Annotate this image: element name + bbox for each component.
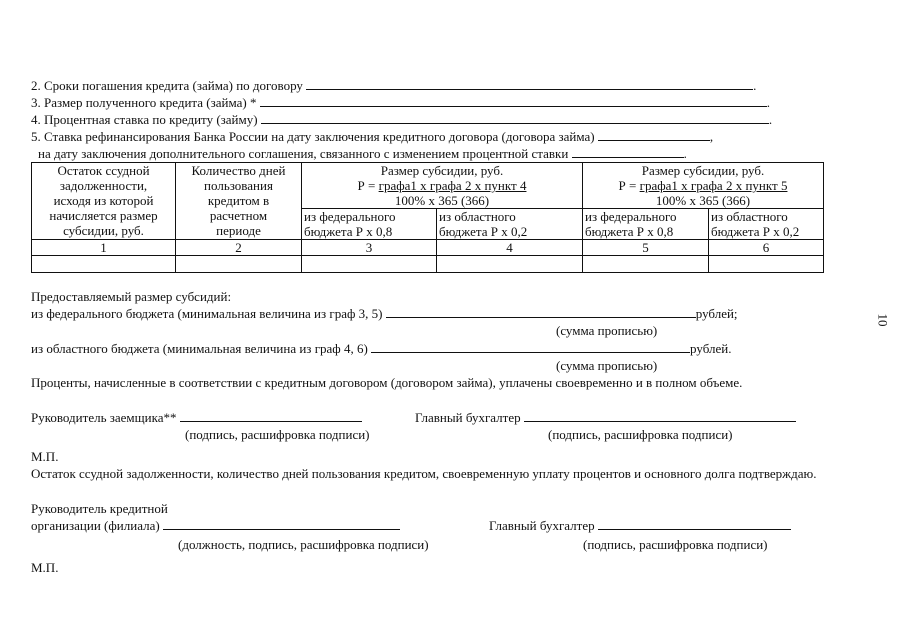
header-col-2-line: Количество дней bbox=[191, 163, 286, 178]
subheader-col-4-line: бюджета Р х 0,2 bbox=[439, 224, 528, 239]
item-4 bbox=[31, 112, 772, 127]
bank-accountant-caption: (подпись, расшифровка подписи) bbox=[583, 537, 768, 552]
column-number: 1 bbox=[32, 240, 176, 256]
regional-amount-caption: (сумма прописью) bbox=[556, 358, 658, 373]
table-cell[interactable] bbox=[709, 256, 824, 273]
column-number: 2 bbox=[176, 240, 302, 256]
table-empty-row bbox=[32, 256, 824, 273]
table-cell[interactable] bbox=[176, 256, 302, 273]
item-5-line-2-blank bbox=[572, 146, 684, 158]
group-1-formula bbox=[304, 178, 580, 193]
header-col-1 bbox=[32, 163, 176, 240]
item-2-label: 2. Сроки погашения кредита (займа) по договору bbox=[31, 78, 303, 93]
item-5-blank bbox=[598, 129, 710, 141]
item-5-line-1 bbox=[31, 129, 713, 144]
bank-accountant-line bbox=[489, 518, 791, 533]
interest-note: Проценты, начисленные в соответствии с кредитным договором (договором займа), уплачены своевременно и в полном объеме. bbox=[31, 375, 743, 390]
header-col-1-line: начисляется размер bbox=[49, 208, 158, 223]
bank-head-label-line-2: организации (филиала) bbox=[31, 518, 160, 533]
subheader-col-3-line: из федерального bbox=[304, 209, 396, 224]
bank-signature-line bbox=[31, 518, 400, 533]
bank-accountant-label: Главный бухгалтер bbox=[489, 518, 595, 533]
group-1-title: Размер субсидии, руб. bbox=[380, 163, 504, 178]
subheader-col-5-line: бюджета Р х 0,8 bbox=[585, 224, 674, 239]
header-col-1-line: субсидии, руб. bbox=[63, 223, 144, 238]
stamp-placeholder-2: М.П. bbox=[31, 560, 59, 575]
column-number: 5 bbox=[583, 240, 709, 256]
stamp-placeholder-1: М.П. bbox=[31, 449, 59, 464]
header-col-2-line: кредитом в bbox=[207, 193, 270, 208]
item-5-line-2 bbox=[38, 146, 687, 161]
group-2-formula-numerator: графа1 х графа 2 х пункт 5 bbox=[639, 178, 788, 193]
subheader-col-6 bbox=[709, 209, 824, 240]
column-number: 6 bbox=[709, 240, 824, 256]
header-col-2-line: периоде bbox=[216, 223, 261, 238]
borrower-head-label: Руководитель заемщика** bbox=[31, 410, 177, 425]
table-number-row bbox=[32, 240, 824, 256]
header-col-1-line: исходя из которой bbox=[53, 193, 154, 208]
borrower-head-blank bbox=[180, 410, 362, 422]
subheader-col-5 bbox=[583, 209, 709, 240]
bank-accountant-blank bbox=[598, 518, 791, 530]
confirmation-note: Остаток ссудной задолженности, количество дней пользования кредитом, своевременную уплату процентов и основного долга подтверждаю. bbox=[31, 466, 817, 481]
subheader-col-6-line: бюджета Р х 0,2 bbox=[711, 224, 800, 239]
bank-head-label-line-1: Руководитель кредитной bbox=[31, 501, 168, 516]
subheader-col-3 bbox=[302, 209, 437, 240]
federal-subsidy-label: из федерального бюджета (минимальная величина из граф 3, 5) bbox=[31, 306, 383, 321]
group-2-formula-denominator: 100% х 365 (366) bbox=[655, 193, 751, 208]
header-col-1-line: Остаток ссудной bbox=[57, 163, 150, 178]
subheader-col-4 bbox=[437, 209, 583, 240]
group-1-formula-numerator: графа1 х графа 2 х пункт 4 bbox=[378, 178, 527, 193]
header-group-1 bbox=[302, 163, 583, 209]
regional-subsidy-unit: рублей. bbox=[690, 341, 732, 356]
subheader-col-5-line: из федерального bbox=[585, 209, 677, 224]
header-col-2 bbox=[176, 163, 302, 240]
borrower-accountant-line bbox=[415, 410, 796, 425]
header-group-2 bbox=[583, 163, 824, 209]
item-4-dot: . bbox=[768, 112, 773, 127]
header-col-2-line: расчетном bbox=[209, 208, 268, 223]
page-number: 10 bbox=[875, 313, 891, 327]
subsidy-table bbox=[31, 162, 824, 273]
subheader-col-4-line: из областного bbox=[439, 209, 516, 224]
regional-subsidy-line bbox=[31, 341, 731, 356]
item-4-label: 4. Процентная ставка по кредиту (займу) bbox=[31, 112, 258, 127]
column-number: 4 bbox=[437, 240, 583, 256]
table-cell[interactable] bbox=[302, 256, 437, 273]
borrower-accountant-label: Главный бухгалтер bbox=[415, 410, 521, 425]
federal-amount-caption: (сумма прописью) bbox=[556, 323, 658, 338]
table-cell[interactable] bbox=[32, 256, 176, 273]
item-2 bbox=[31, 78, 756, 93]
table-cell[interactable] bbox=[437, 256, 583, 273]
bank-head-blank bbox=[163, 518, 400, 530]
regional-subsidy-label: из областного бюджета (минимальная величина из граф 4, 6) bbox=[31, 341, 368, 356]
group-1-formula-prefix: Р = bbox=[357, 178, 379, 193]
group-2-formula-prefix: Р = bbox=[618, 178, 640, 193]
item-5-label: 5. Ставка рефинансирования Банка России на дату заключения кредитного договора (договора займа) bbox=[31, 129, 595, 144]
subheader-col-3-line: бюджета Р х 0,8 bbox=[304, 224, 393, 239]
regional-subsidy-blank bbox=[371, 341, 690, 353]
bank-head-caption: (должность, подпись, расшифровка подписи) bbox=[178, 537, 429, 552]
item-2-dot: . bbox=[753, 78, 757, 93]
item-3-blank bbox=[260, 95, 767, 107]
item-3 bbox=[31, 95, 770, 110]
group-1-formula-denominator: 100% х 365 (366) bbox=[394, 193, 490, 208]
borrower-accountant-caption: (подпись, расшифровка подписи) bbox=[548, 427, 733, 442]
federal-subsidy-unit: рублей; bbox=[695, 306, 738, 321]
header-col-1-line: задолженности, bbox=[59, 178, 148, 193]
item-3-label: 3. Размер полученного кредита (займа) * bbox=[31, 95, 257, 110]
table-cell[interactable] bbox=[583, 256, 709, 273]
subsidy-heading: Предоставляемый размер субсидий: bbox=[31, 289, 232, 304]
header-col-2-line: пользования bbox=[204, 178, 273, 193]
borrower-head-caption: (подпись, расшифровка подписи) bbox=[185, 427, 370, 442]
item-4-blank bbox=[261, 112, 769, 124]
group-2-title: Размер субсидии, руб. bbox=[641, 163, 765, 178]
item-5-comma: , bbox=[709, 129, 714, 144]
table-header-row bbox=[32, 163, 824, 209]
borrower-accountant-blank bbox=[524, 410, 796, 422]
borrower-signature-line bbox=[31, 410, 362, 425]
item-3-dot: . bbox=[766, 95, 770, 110]
group-2-formula bbox=[585, 178, 821, 193]
federal-subsidy-line bbox=[31, 306, 738, 321]
item-5-line-2-dot: . bbox=[683, 146, 687, 161]
item-2-blank bbox=[306, 78, 753, 90]
subheader-col-6-line: из областного bbox=[711, 209, 788, 224]
column-number: 3 bbox=[302, 240, 437, 256]
item-5-line-2-label: на дату заключения дополнительного соглашения, связанного с изменением процентной ставки bbox=[38, 146, 569, 161]
federal-subsidy-blank bbox=[386, 306, 696, 318]
